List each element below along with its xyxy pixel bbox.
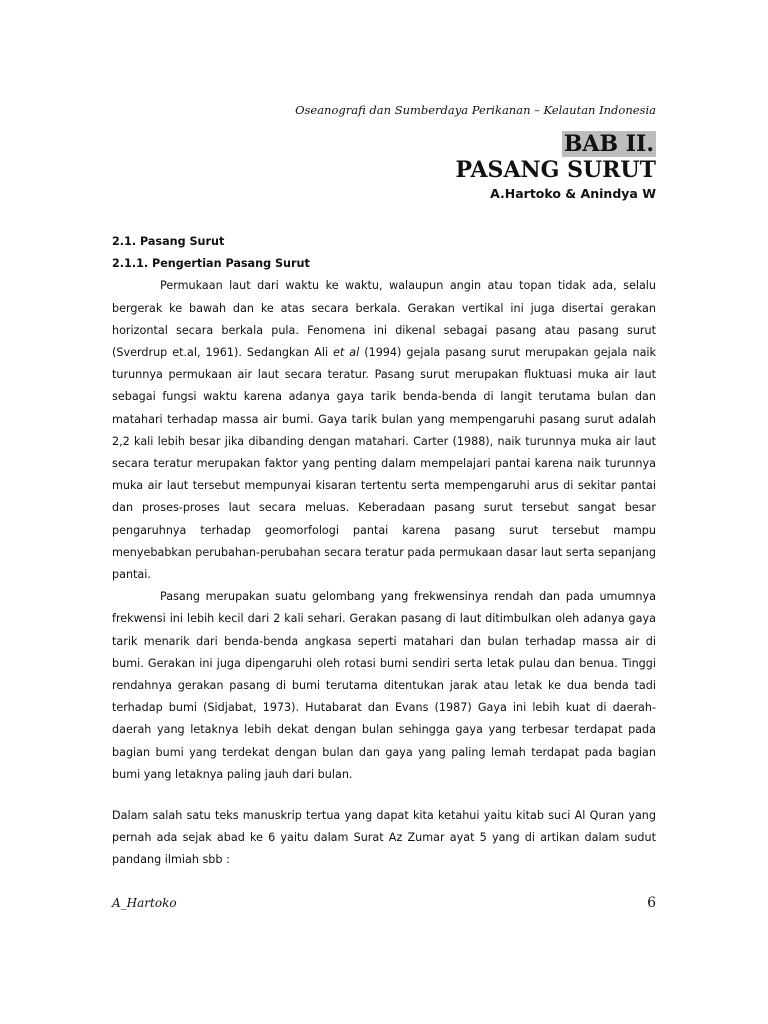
chapter-title: PASANG SURUT [455, 157, 656, 183]
paragraph-1-text-a: Permukaan laut dari waktu ke waktu, walaupun angin atau topan tidak ada, selalu bergerak ke bawah dan ke atas secara berkala. Gerakan vertikal ini juga disertai gerakan horizontal secara berkala pula. Fenomena ini dikenal sebagai pasang atau pasang surut (Sverdrup et.al, 1961). Sedangkan Ali [112, 279, 656, 360]
footer-author: A_Hartoko [112, 896, 177, 910]
running-header: Oseanografi dan Sumberdaya Perikanan – Kelautan Indonesia [295, 103, 656, 117]
subsection-heading: 2.1.1. Pengertian Pasang Surut [112, 257, 310, 271]
chapter-authors: A.Hartoko & Anindya W [490, 186, 656, 201]
paragraph-2: Pasang merupakan suatu gelombang yang frekwensinya rendah dan pada umumnya frekwensi ini lebih kecil dari 2 kali sehari. Gerakan pasang di laut ditimbulkan oleh adanya gaya tarik menarik dari benda-benda angkasa seperti matahari dan bulan terhadap massa air di bumi. Gerakan ini juga dipengaruhi oleh rotasi bumi sendiri serta letak pulau dan benua. Tinggi rendahnya gerakan pasang di bumi terutama ditentukan jarak atau letak ke dua benda tadi terhadap bumi (Sidjabat, 1973). Hutabarat dan Evans (1987) Gaya ini lebih kuat di daerah-daerah yang letaknya lebih dekat dengan bulan sehingga gaya yang terbesar terdapat pada bagian bumi yang terdekat dengan bulan dan gaya yang paling lemah terdapat pada bagian bumi yang letaknya paling jauh dari bulan. [112, 590, 656, 781]
paragraph-1 [112, 275, 656, 586]
paragraph-3: Dalam salah satu teks manuskrip tertua yang dapat kita ketahui yaitu kitab suci Al Quran yang pernah ada sejak abad ke 6 yaitu dalam Surat Az Zumar ayat 5 yang di artikan dalam sudut pandang ilmiah sbb : [112, 809, 656, 867]
document-body [112, 231, 656, 872]
page-number: 6 [647, 895, 656, 911]
section-heading: 2.1. Pasang Surut [112, 235, 225, 248]
paragraph-1-italic: et al [333, 346, 360, 360]
paragraph-1-text-b: (1994) gejala pasang surut merupakan gejala naik turunnya permukaan air laut secara teratur. Pasang surut merupakan fluktuasi muka air laut sebagai fungsi waktu karena adanya gaya tarik benda-benda di langit terutama bulan dan matahari terhadap massa air bumi. Gaya tarik bulan yang mempengaruhi pasang surut adalah 2,2 kali lebih besar jika dibanding dengan matahari. Carter (1988), naik turunnya muka air laut secara teratur merupakan faktor yang penting dalam mempelajari pantai karena naik turunnya muka air laut tersebut mempunyai kisaran tertentu serta mempengaruhi arus di sekitar pantai dan proses-proses laut secara meluas. Keberadaan pasang surut tersebut sangat besar pengaruhnya terhadap geomorfologi pantai karena pasang surut tersebut mampu menyebabkan perubahan-perubahan secara teratur pada permukaan dasar laut serta sepanjang pantai. [112, 346, 657, 582]
chapter-number: BAB II. [563, 131, 654, 157]
